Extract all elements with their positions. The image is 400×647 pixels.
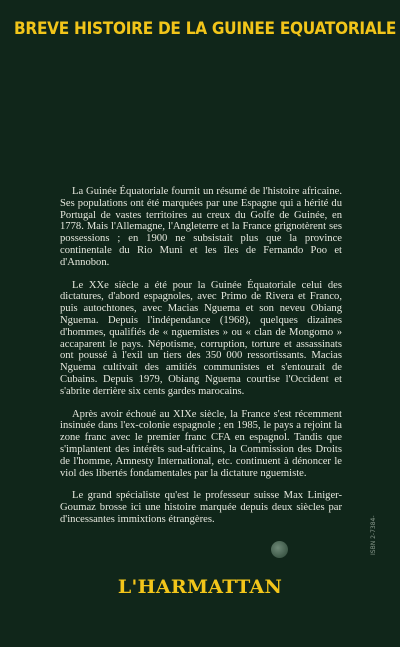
globe-icon	[271, 541, 288, 558]
isbn-code: ISBN 2-7384-	[370, 515, 377, 555]
blurb-paragraph: Le grand spécialiste qu'est le professeur suisse Max Liniger-Goumaz brosse ici une histoire marquée depuis deux siècles par d'incessantes immixtions étrangères.	[60, 490, 342, 525]
publisher-name: L'HARMATTAN	[117, 576, 283, 598]
book-title: BREVE HISTOIRE DE LA GUINEE EQUATORIALE	[14, 19, 397, 38]
blurb-paragraph: Après avoir échoué au XIXe siècle, la France s'est récemment insinuée dans l'ex-colonie espagnole ; en 1985, le pays a rejoint la zone franc avec le premier franc CFA en espagnol. Tandis que s'implantent des intérêts sud-africains, la Commission des Droits de l'homme, Amnesty International, etc. continuent à dénoncer le viol des libertés fondamentales par la dictature nguemiste.	[60, 408, 342, 479]
blurb-paragraph: La Guinée Équatoriale fournit un résumé de l'histoire africaine. Ses populations ont été marquées par une Espagne qui a hérité du Portugal de vastes territoires au creux du Golfe de Guinée, en 1778. Mais l'Allemagne, l'Angleterre et la France grignotèrent ses possessions ; en 1900 ne subsistait plus que la province continentale du Rio Muni et les îles de Fernando Poo et d'Annobon.	[60, 186, 342, 268]
blurb-paragraph: Le XXe siècle a été pour la Guinée Équatoriale celui des dictatures, d'abord espagnoles, avec Primo de Rivera et Franco, puis autochtones, avec Macias Nguema et son neveu Obiang Nguema. Depuis l'indépendance (1968), quelques dizaines d'hommes, qualifiés de « nguemistes » ou « clan de Mongomo » accaparent le pays. Népotisme, corruption, torture et assassinats ont poussé à l'exil un tiers des 350 000 ressortissants. Macias Nguema cultivait des amitiés communistes et s'entourait de Cubains. Depuis 1979, Obiang Nguema courtise l'Occident et s'abrite derrière six cents gardes marocains.	[60, 279, 342, 397]
blurb	[60, 186, 342, 537]
